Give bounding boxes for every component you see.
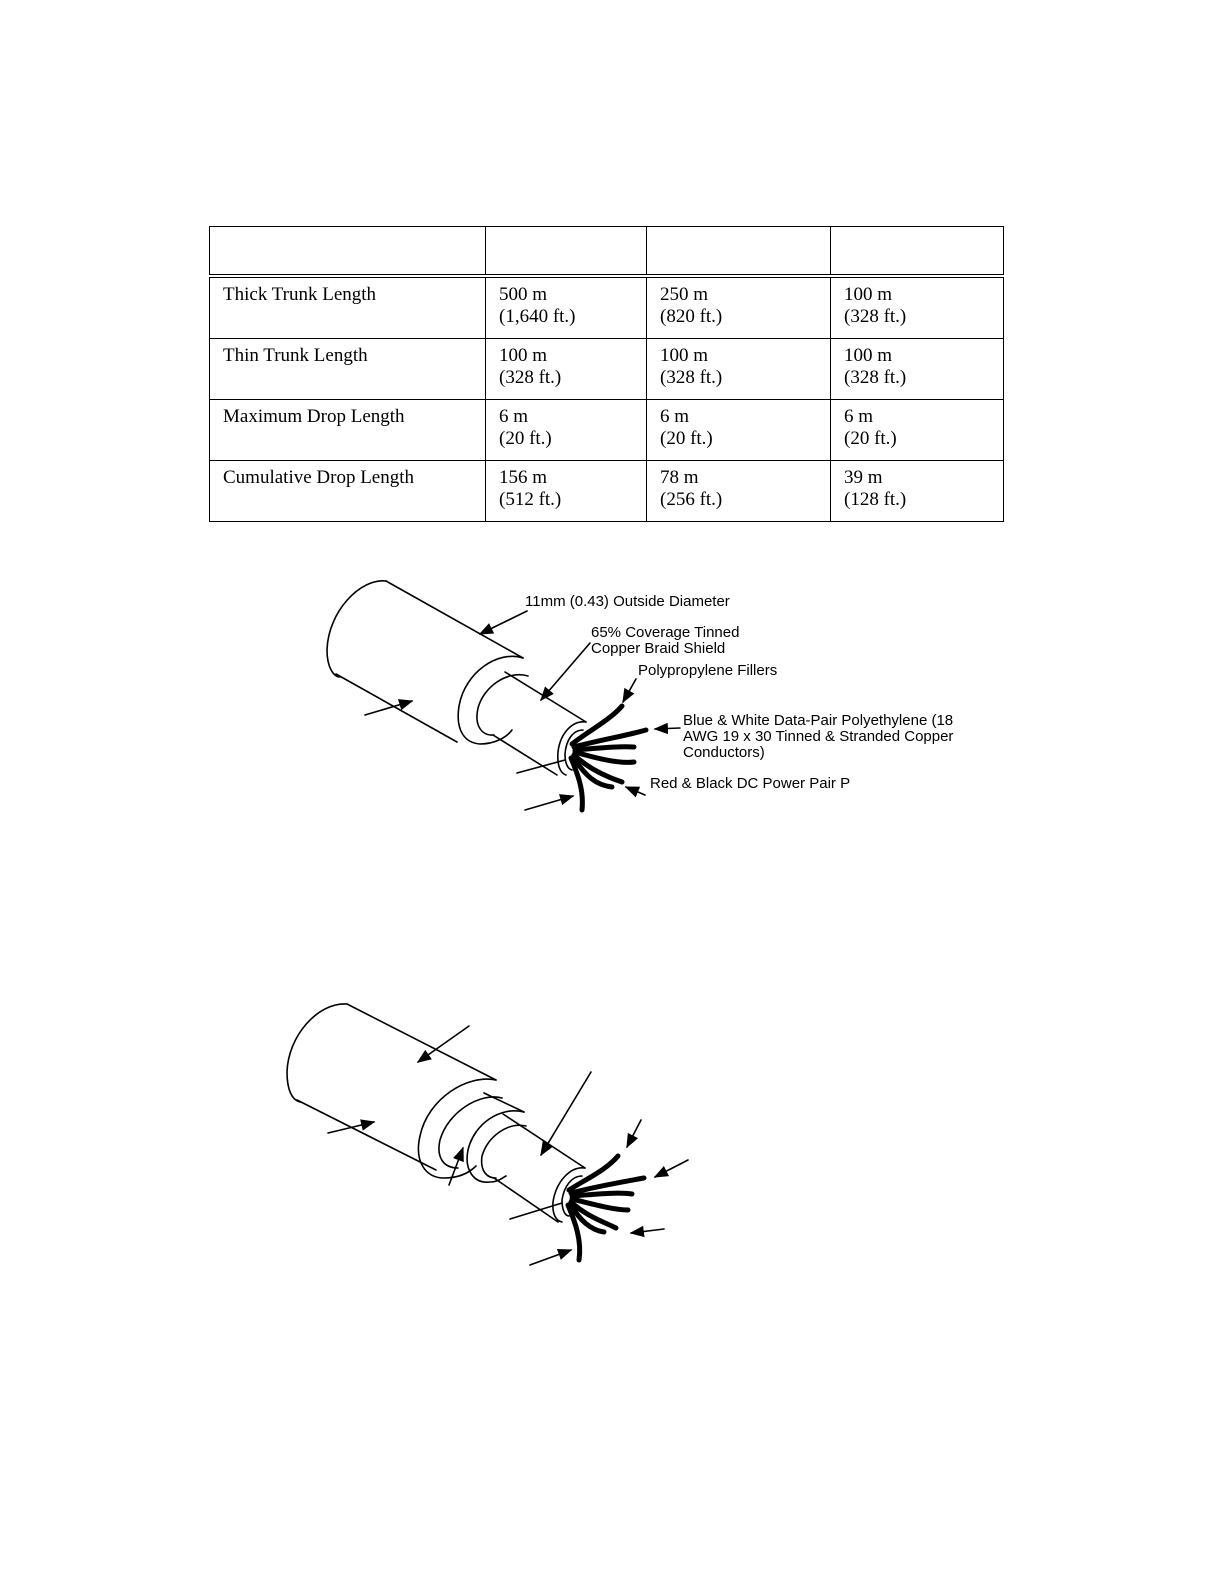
jacket-end-outline [327,581,386,677]
thick-cable-illustration [0,990,1224,1280]
callout-data-pair-1: Blue & White Data-Pair Polyethylene (18 [683,712,954,729]
row-label: Cumulative Drop Length [210,461,486,522]
row-label: Thin Trunk Length [210,339,486,400]
table-cell: 100 m (328 ft.) [831,339,1004,400]
table-cell: 100 m (328 ft.) [486,339,647,400]
table-cell: 100 m (328 ft.) [647,339,831,400]
jacket-end-outline [287,1004,347,1102]
table-cell: 39 m (128 ft.) [831,461,1004,522]
jacket-face [458,656,523,744]
braid-face [477,675,528,735]
table-row [210,400,1004,461]
table-cell: 100 m (328 ft.) [831,276,1004,339]
leader-arrows [328,1026,688,1265]
callout-data-pair-2: AWG 19 x 30 Tinned & Stranded Copper [683,728,954,745]
table-cell: 500 m (1,640 ft.) [486,276,647,339]
table-row [210,276,1004,339]
thick-cable-diagram [0,990,1224,1280]
thin-cable-diagram [0,560,1224,840]
table-cell: 250 m (820 ft.) [647,276,831,339]
jacket-top-edge [386,581,523,658]
row-label: Thick Trunk Length [210,276,486,339]
table-header-cell [486,227,647,277]
table-row [210,461,1004,522]
callout-data-pair-3: Conductors) [683,744,765,761]
row-label: Maximum Drop Length [210,400,486,461]
callout-power-pair: Red & Black DC Power Pair P [650,775,851,792]
callout-outside-diameter: 11mm (0.43) Outside Diameter [525,593,730,610]
table-row [210,339,1004,400]
table-header-cell [210,227,486,277]
conductor-wires [568,1156,644,1260]
table-header-cell [647,227,831,277]
table-cell: 6 m (20 ft.) [486,400,647,461]
table-header-cell [831,227,1004,277]
jacket-bottom-edge [336,674,457,742]
callout-fillers: Polypropylene Fillers [638,662,778,679]
table-header-row [210,227,1004,277]
callout-braid-shield-2: Copper Braid Shield [591,640,726,657]
table-cell: 6 m (20 ft.) [831,400,1004,461]
table-cell: 156 m (512 ft.) [486,461,647,522]
table-cell: 78 m (256 ft.) [647,461,831,522]
cable-length-table [209,226,1004,522]
jacket-bottom-edge [297,1100,436,1170]
table-cell: 6 m (20 ft.) [647,400,831,461]
callout-braid-shield-1: 65% Coverage Tinned [591,624,740,641]
jacket-top-edge [347,1004,496,1080]
